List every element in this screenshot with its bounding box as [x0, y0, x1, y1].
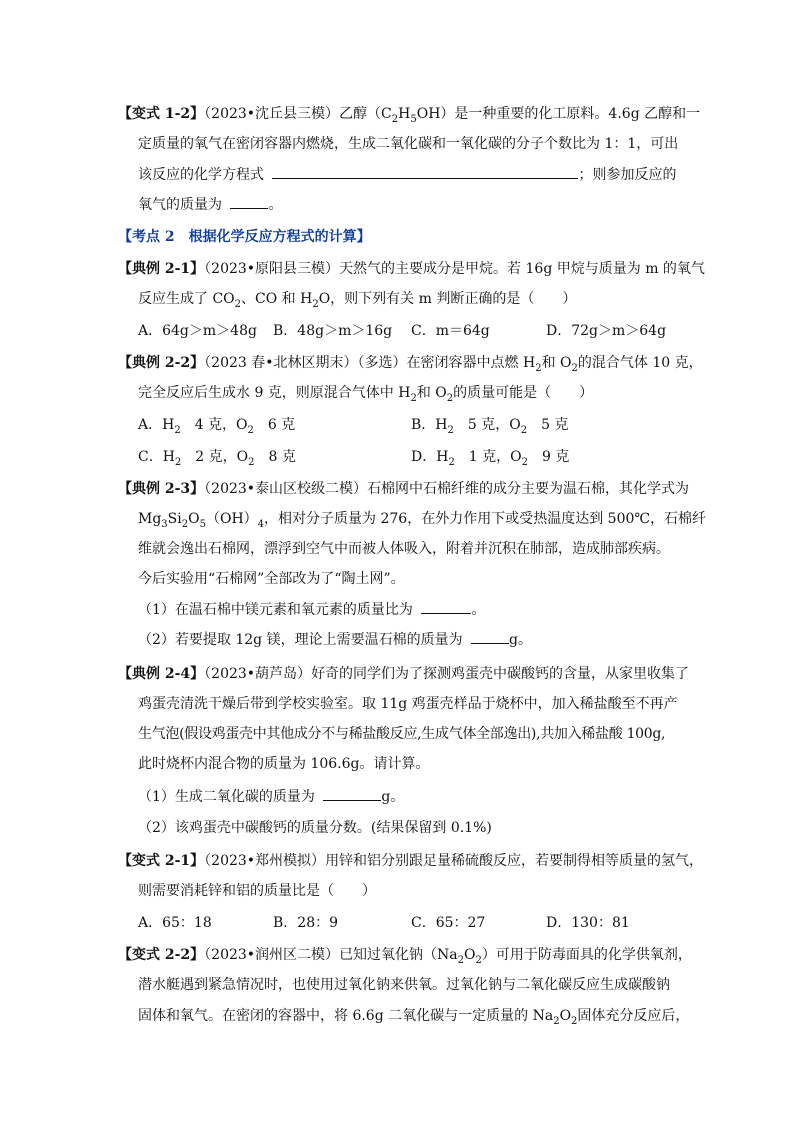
question-source: （2023•泰山区校级二模） [204, 481, 368, 497]
question-tag: 【变式 2-1】 [118, 853, 205, 869]
question-v2-1-line1: 【变式 2-1】（2023•郑州模拟）用锌和铝分别跟足量稀硫酸反应，若要制得相等质量的氢气， [118, 853, 704, 869]
option-a: A．64g＞m＞48g [138, 323, 257, 339]
option-a: A．$H_2$ 4 克，$O_2$ 6 克 [138, 417, 296, 436]
question-tag: 【典例 2-3】 [118, 481, 205, 497]
question-v2-2-line2: 潜水艇遇到紧急情况时，也使用过氧化钠来供氧。过氧化钠与二氧化碳反应生成碳酸钠 [138, 977, 670, 993]
sub-question-1: （1）生成二氧化碳的质量为 g。 [138, 786, 404, 807]
question-source: （2023•郑州模拟） [204, 853, 326, 869]
answer-blank [230, 194, 268, 209]
answer-blank [272, 164, 578, 179]
question-source: （2023•原阳县三模） [204, 261, 340, 277]
question-source: （2023•葫芦岛） [204, 666, 312, 682]
question-d2-1-line2: 反应生成了 $CO_2$、CO 和 $H_2O$，则下列有关 m 判断正确的是（ ） [138, 291, 577, 310]
question-d2-4-line2: 鸡蛋壳清洗干燥后带到学校实验室。取 11g 鸡蛋壳样品于烧杯中，加入稀盐酸至不再产 [138, 696, 678, 712]
question-d2-4-line1: 【典例 2-4】（2023•葫芦岛）好奇的同学们为了探测鸡蛋壳中碳酸钙的含量，从家里收集了 [118, 666, 690, 682]
question-d2-3-line1: 【典例 2-3】（2023•泰山区校级二模）石棉网中石棉纤维的成分主要为温石棉，其化学式为 [118, 481, 690, 497]
question-v1-2-line2: 定质量的氧气在密闭容器内燃烧，生成二氧化碳和一氧化碳的分子个数比为 1：1，可出 [138, 136, 679, 152]
question-d2-3-line3: 维就会逸出石棉网，漂浮到空气中而被人体吸入，附着并沉积在肺部，造成肺部疾病。 [138, 541, 670, 557]
option-d: D．72g＞m＞64g [546, 323, 667, 339]
option-c: C．$H_2$ 2 克，$O_2$ 8 克 [138, 449, 296, 468]
question-v2-2-line1: 【变式 2-2】（2023•润州区二模）已知过氧化钠$(Na_2O_2)$可用于防毒面具的化学供氧剂， [118, 947, 692, 966]
sub-question-2: （2）若要提取 12g 镁，理论上需要温石棉的质量为 g。 [138, 629, 532, 650]
question-d2-3-line2: $Mg_3Si_2O_5(OH)_4$，相对分子质量为 276，在外力作用下或受热温度达到 500℃，石棉纤 [138, 511, 707, 530]
option-a: A．65：18 [138, 915, 212, 931]
question-v2-1-line2: 则需要消耗锌和铝的质量比是（ ） [138, 883, 376, 899]
answer-blank [421, 599, 471, 614]
section-heading: 【考点 2 根据化学反应方程式的计算】 [118, 229, 371, 245]
question-source: （2023•沈丘县三模） [204, 106, 340, 122]
option-d: D．$H_2$ 1 克，$O_2$ 9 克 [411, 449, 570, 468]
question-source: （2023•润州区二模） [204, 947, 340, 963]
option-c: C．m＝64g [411, 323, 490, 339]
sub-question-1: （1）在温石棉中镁元素和氧元素的质量比为 。 [138, 599, 485, 620]
question-d2-4-line4: 此时烧杯内混合物的质量为 106.6g。请计算。 [138, 756, 430, 772]
question-d2-2-line1: 【典例 2-2】（2023 春•北林区期末）（多选）在密闭容器中点燃 $H_2$和 $O_2$的混合气体 10 克， [118, 355, 703, 374]
question-tag: 【变式 2-2】 [118, 947, 205, 963]
question-v1-2-line4: 氧气的质量为 。 [138, 194, 282, 215]
sub-question-2: （2）该鸡蛋壳中碳酸钙的质量分数。(结果保留到 0.1%) [138, 820, 492, 836]
question-tag: 【典例 2-4】 [118, 666, 205, 682]
question-d2-4-line3: 生气泡(假设鸡蛋壳中其他成分不与稀盐酸反应,生成气体全部逸出),共加入稀盐酸 100g, [138, 726, 666, 742]
question-tag: 【典例 2-1】 [118, 261, 205, 277]
option-d: D．130：81 [546, 915, 630, 931]
option-c: C．65：27 [411, 915, 486, 931]
question-v2-2-line3: 固体和氧气。在密闭的容器中，将 6.6g 二氧化碳与一定质量的 $Na_2O_2$固体充分反应后， [138, 1008, 690, 1027]
question-d2-2-line2: 完全反应后生成水 9 克，则原混合气体中 $H_2$和 $O_2$的质量可能是（ ） [138, 385, 594, 404]
option-b: B．28：9 [273, 915, 339, 931]
question-v1-2-line3: 该反应的化学方程式 ；则参加反应的 [138, 164, 676, 185]
question-d2-1-line1: 【典例 2-1】（2023•原阳县三模）天然气的主要成分是甲烷。若 16g 甲烷与质量为 m 的氧气 [118, 261, 705, 277]
question-source: （2023 春•北林区期末） [204, 355, 358, 371]
answer-blank [471, 629, 509, 644]
question-tag: 【变式 1-2】 [118, 106, 205, 122]
answer-blank [323, 786, 381, 801]
question-v1-2-line1: 【变式 1-2】（2023•沈丘县三模）乙醇$(C_2H_5OH)$是一种重要的化工原料。4.6g 乙醇和一 [118, 106, 701, 125]
option-b: B．48g＞m＞16g [273, 323, 393, 339]
question-d2-3-line4: 今后实验用“石棉网”全部改为了“陶土网”。 [138, 571, 405, 587]
question-tag: 【典例 2-2】 [118, 355, 205, 371]
option-b: B．$H_2$ 5 克，$O_2$ 5 克 [411, 417, 569, 436]
